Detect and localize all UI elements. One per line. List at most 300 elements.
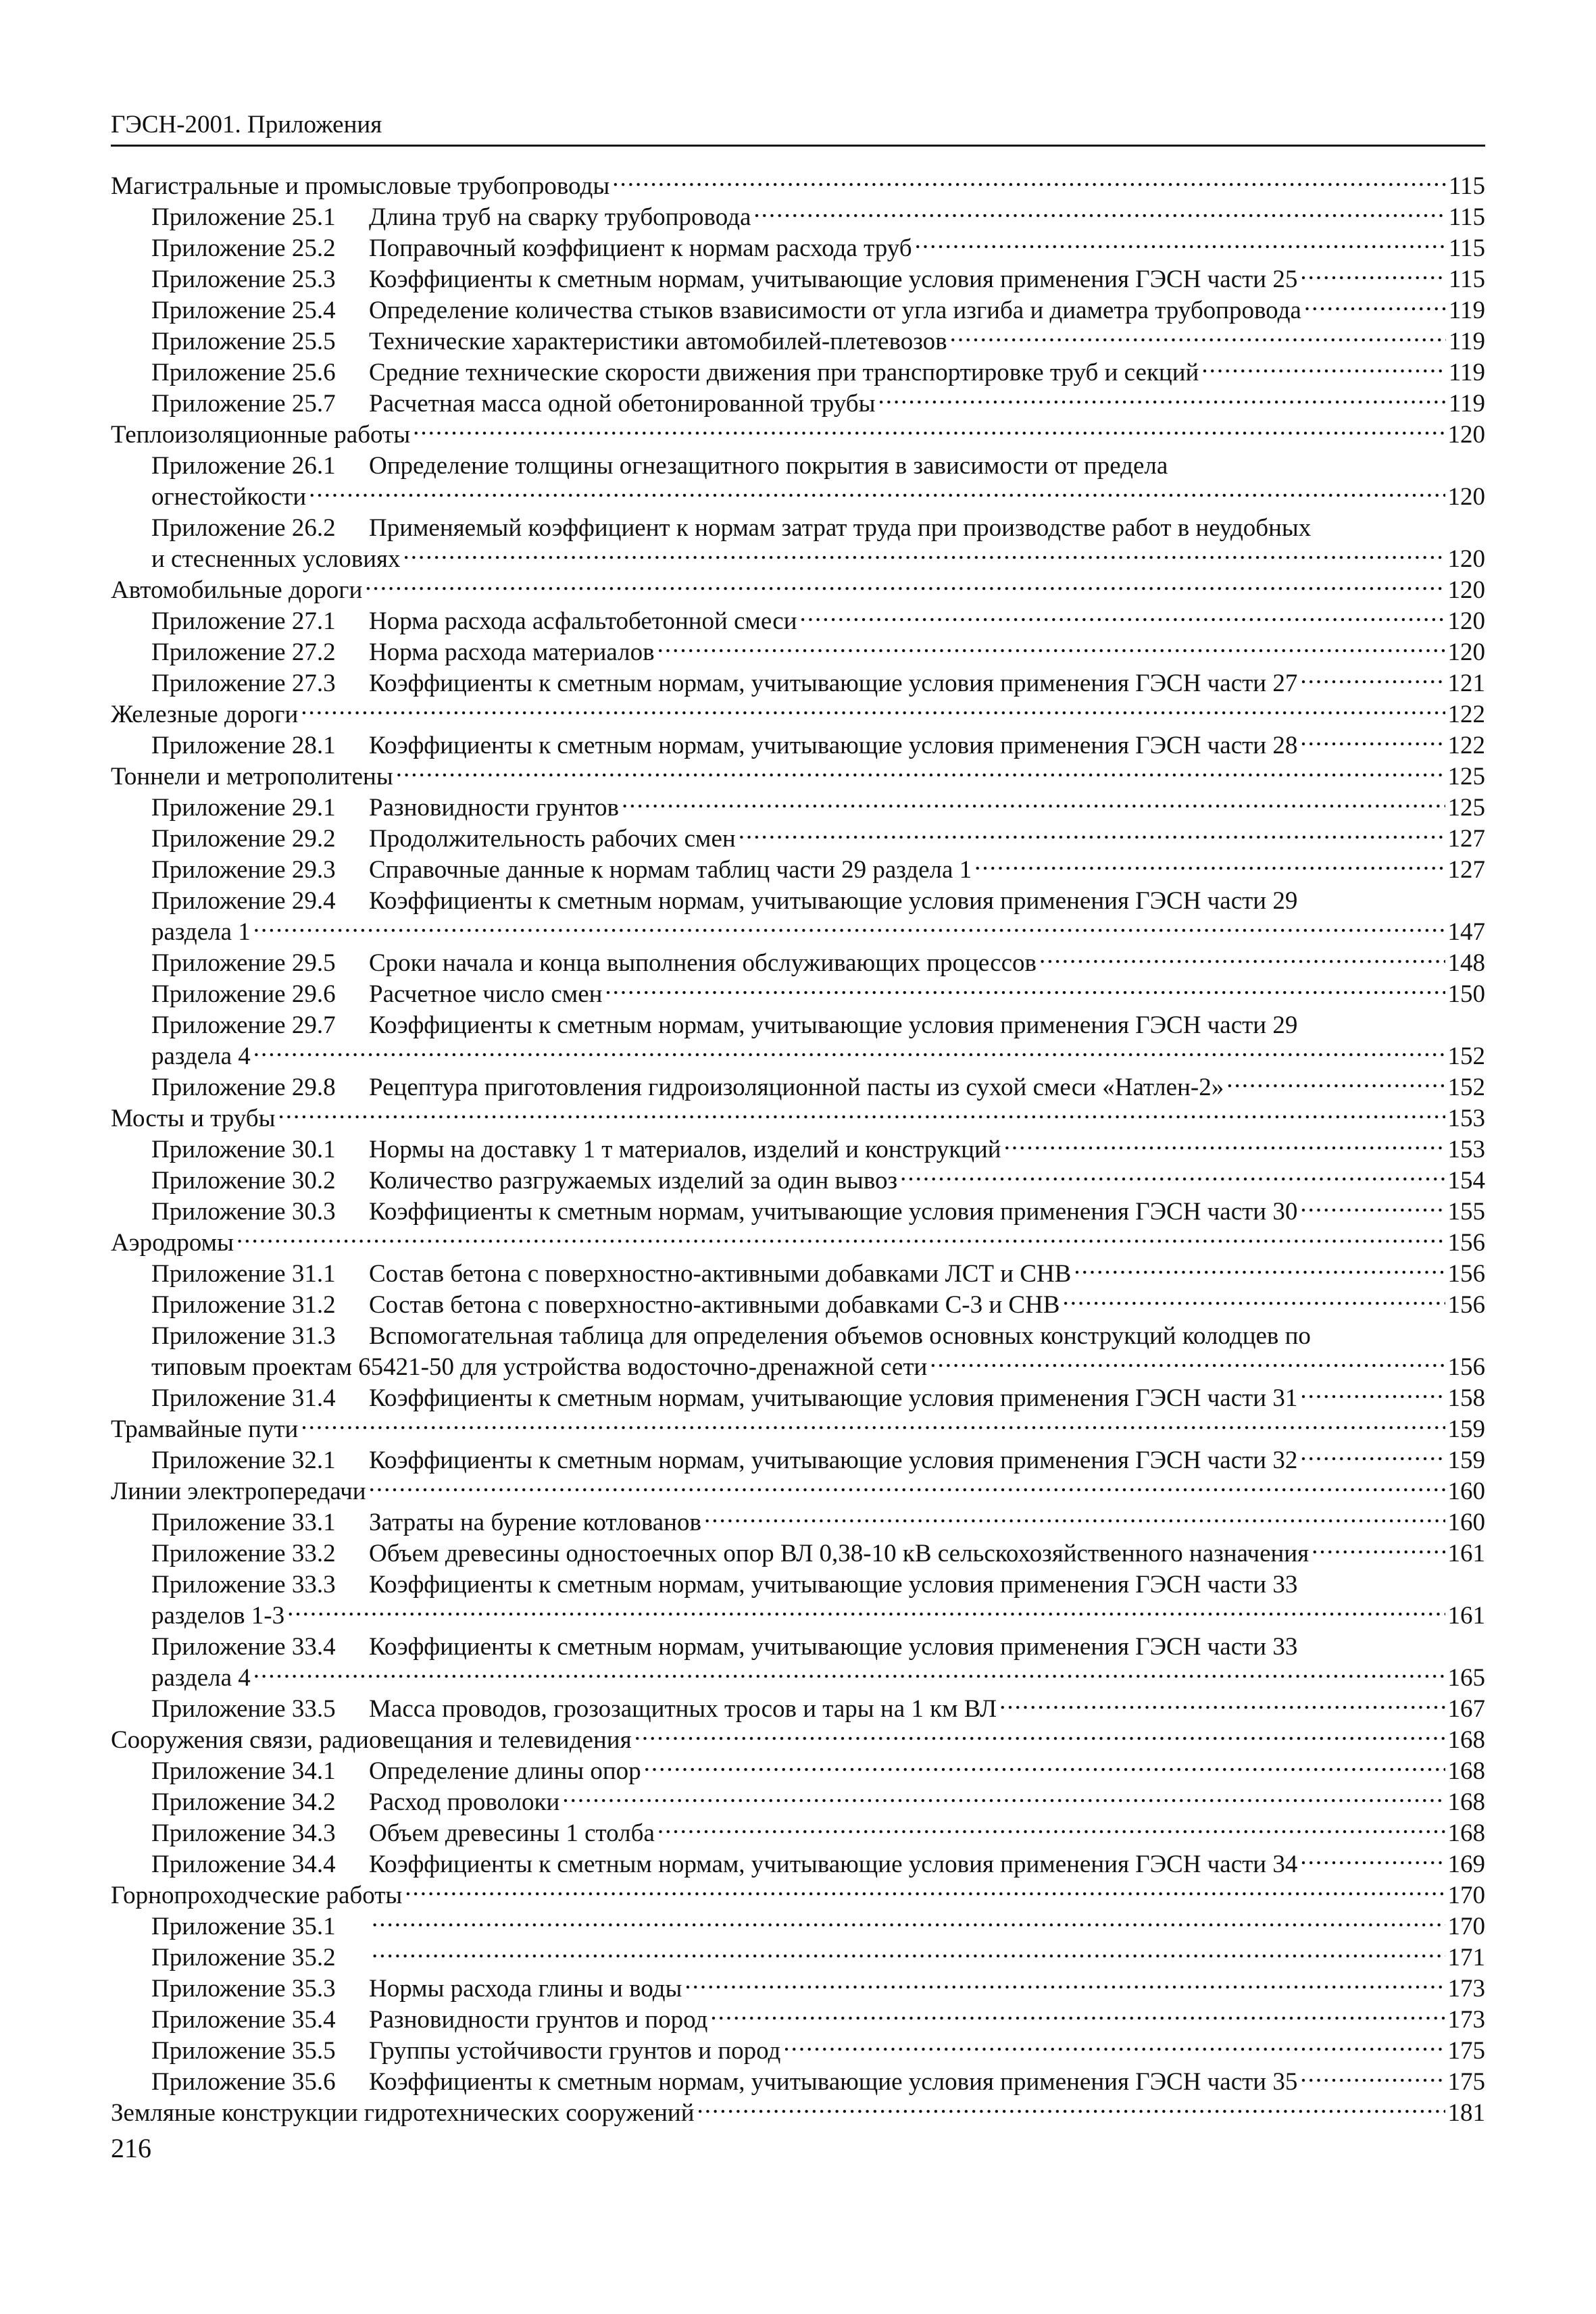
toc-section-title: Автомобильные дороги [111, 576, 363, 604]
toc-leader-dots [253, 1663, 1445, 1686]
toc-line [111, 1414, 1485, 1445]
toc-appendix-row [111, 1197, 1485, 1228]
toc-line [111, 1880, 1485, 1911]
toc-entry [151, 606, 797, 637]
toc-appendix-number: Приложение 30.3 [151, 1198, 336, 1226]
toc-page-number: 150 [1447, 980, 1485, 1008]
toc-leader-dots [1312, 1539, 1445, 1561]
toc-leader-dots [697, 2098, 1445, 2121]
toc-line [151, 233, 1485, 264]
toc-appendix-title: Расчетная масса одной обетонированной трубы [369, 390, 876, 418]
toc-appendix-title: Норма расхода асфальтобетонной смеси [369, 607, 797, 635]
toc-entry [151, 1538, 1309, 1569]
toc-appendix-title-cont: разделов 1-3 [151, 1602, 285, 1630]
toc-entry [151, 388, 875, 420]
toc-appendix-row [111, 1259, 1485, 1290]
toc-section-row [111, 1476, 1485, 1507]
toc-leader-dots [710, 2005, 1445, 2028]
toc-line [151, 948, 1485, 979]
toc-appendix-title-cont: раздела 4 [151, 1042, 251, 1070]
page-header: ГЭСН-2001. Приложения [111, 108, 1485, 147]
toc-entry [151, 730, 1297, 761]
toc-appendix-row [111, 979, 1485, 1010]
toc-appendix-row [111, 1632, 1485, 1694]
toc-line-first [151, 1321, 1485, 1352]
toc-page-number: 115 [1448, 266, 1485, 293]
toc-appendix-title: Средние технические скорости движения при транспортировке труб и секций [369, 359, 1199, 386]
toc-line [111, 699, 1485, 730]
toc-page-number: 120 [1447, 421, 1485, 449]
toc-appendix-row [111, 326, 1485, 357]
toc-line-first [151, 886, 1485, 917]
toc-entry [151, 1290, 1060, 1321]
toc-appendix-number: Приложение 35.1 [151, 1913, 336, 1940]
toc-leader-dots [999, 1694, 1445, 1717]
toc-leader-dots [253, 917, 1445, 940]
toc-leader-dots [413, 420, 1445, 443]
toc-section-row [111, 761, 1485, 793]
toc-leader-dots [403, 545, 1445, 567]
toc-leader-dots [1300, 265, 1446, 287]
toc-leader-dots [753, 203, 1445, 225]
toc-appendix-title: Объем древесины 1 столба [369, 1819, 655, 1847]
toc-appendix-title: Коэффициенты к сметным нормам, учитывающие условия применения ГЭСН части 25 [369, 266, 1298, 293]
toc-appendix-row [111, 1445, 1485, 1476]
toc-leader-dots [950, 327, 1446, 349]
toc-entry [151, 1911, 369, 1942]
toc-line [151, 793, 1485, 824]
toc-leader-dots [878, 389, 1445, 411]
toc-appendix-number: Приложение 25.7 [151, 390, 336, 418]
toc-line [151, 1601, 1485, 1632]
toc-line [111, 2098, 1485, 2129]
toc-line [151, 357, 1485, 388]
toc-entry [151, 264, 1297, 295]
toc-line [151, 544, 1485, 575]
toc-line [151, 1538, 1485, 1569]
toc-line [151, 917, 1485, 948]
toc-page-number: 148 [1447, 949, 1485, 977]
toc-line [151, 2005, 1485, 2036]
toc-page-number: 122 [1447, 701, 1485, 728]
toc-appendix-row [111, 1134, 1485, 1165]
toc-page-number: 115 [1448, 203, 1485, 231]
toc-page-number: 120 [1447, 638, 1485, 666]
toc-page-number: 119 [1448, 359, 1485, 386]
toc-appendix-row [111, 1694, 1485, 1725]
toc-entry [151, 1756, 641, 1787]
toc-page-number: 156 [1447, 1260, 1485, 1288]
toc-appendix-number: Приложение 34.1 [151, 1757, 336, 1785]
toc-appendix-number: Приложение 29.4 [151, 887, 336, 915]
toc-page-number: 170 [1447, 1882, 1485, 1909]
toc-line [111, 575, 1485, 606]
toc-appendix-title: Определение длины опор [369, 1757, 641, 1785]
toc-appendix-number: Приложение 33.1 [151, 1509, 336, 1536]
toc-line [111, 1476, 1485, 1507]
toc-leader-dots [1300, 1446, 1445, 1468]
toc-page-number: 160 [1447, 1509, 1485, 1536]
toc-appendix-number: Приложение 33.5 [151, 1695, 336, 1723]
toc-appendix-number: Приложение 25.5 [151, 328, 336, 355]
toc-appendix-row [111, 886, 1485, 948]
toc-appendix-number: Приложение 31.3 [151, 1322, 336, 1350]
toc-page-number: 168 [1447, 1726, 1485, 1754]
toc-leader-dots [657, 638, 1445, 660]
toc-appendix-title: Коэффициенты к сметным нормам, учитывающие условия применения ГЭСН части 35 [369, 2068, 1298, 2096]
toc-page-number: 125 [1447, 763, 1485, 790]
toc-leader-dots [278, 1104, 1445, 1126]
toc-appendix-title: Масса проводов, грозозащитных тросов и тары на 1 км ВЛ [369, 1695, 997, 1723]
toc-appendix-number: Приложение 33.2 [151, 1540, 336, 1567]
toc-section-title: Тоннели и метрополитены [111, 763, 393, 790]
toc-line [151, 1818, 1485, 1849]
toc-page-number: 147 [1447, 918, 1485, 946]
toc-line [151, 202, 1485, 233]
toc-appendix-title: Определение количества стыков взависимости от угла изгиба и диаметра трубопровода [369, 297, 1301, 324]
toc-entry [151, 357, 1199, 388]
toc-appendix-number: Приложение 30.2 [151, 1167, 336, 1194]
toc-appendix-number: Приложение 31.2 [151, 1291, 336, 1319]
toc-section-row [111, 575, 1485, 606]
toc-leader-dots [622, 793, 1445, 815]
toc-line [151, 1197, 1485, 1228]
toc-section-title: Сооружения связи, радиовещания и телевидения [111, 1726, 632, 1754]
toc-entry [151, 948, 1037, 979]
toc-appendix-row [111, 2005, 1485, 2036]
toc-line [151, 388, 1485, 420]
toc-leader-dots [739, 824, 1445, 847]
toc-leader-dots [372, 1912, 1445, 1934]
toc-entry [151, 1942, 369, 1973]
toc-leader-dots [704, 1508, 1445, 1530]
toc-appendix-row [111, 388, 1485, 420]
toc-appendix-number: Приложение 31.1 [151, 1260, 336, 1288]
toc-line [151, 1694, 1485, 1725]
toc-line [151, 606, 1485, 637]
toc-line [151, 1849, 1485, 1880]
toc-section-title: Линии электропередачи [111, 1478, 366, 1505]
toc-line-first [151, 1010, 1485, 1041]
toc-page-number: 115 [1448, 234, 1485, 262]
toc-line [151, 2067, 1485, 2098]
toc-page-number: 159 [1447, 1447, 1485, 1474]
toc-appendix-number: Приложение 35.5 [151, 2037, 336, 2065]
toc-appendix-row [111, 1787, 1485, 1818]
toc-section-row [111, 1725, 1485, 1756]
toc-appendix-title: Группы устойчивости грунтов и пород [369, 2037, 781, 2065]
toc-appendix-row [111, 1569, 1485, 1632]
toc-entry [151, 2067, 1297, 2098]
toc-line [151, 855, 1485, 886]
toc-appendix-row [111, 233, 1485, 264]
toc-appendix-title: Коэффициенты к сметным нормам, учитывающие условия применения ГЭСН части 31 [369, 1384, 1298, 1412]
toc-line [151, 264, 1485, 295]
toc-appendix-row [111, 730, 1485, 761]
toc-appendix-row [111, 855, 1485, 886]
toc-appendix-number: Приложение 27.1 [151, 607, 336, 635]
toc-line [151, 1445, 1485, 1476]
toc-appendix-row [111, 1010, 1485, 1072]
page-number: 216 [111, 2133, 151, 2163]
toc-appendix-row [111, 1321, 1485, 1383]
toc-leader-dots [1074, 1259, 1445, 1282]
toc-appendix-row [111, 295, 1485, 326]
toc-page-number: 156 [1447, 1229, 1485, 1257]
toc-line [151, 1165, 1485, 1197]
toc-appendix-title: Нормы на доставку 1 т материалов, изделий и конструкций [369, 1136, 1001, 1163]
toc-page-number: 181 [1447, 2099, 1485, 2127]
toc-entry [151, 1134, 1001, 1165]
toc-entry [151, 979, 602, 1010]
toc-page-number: 154 [1447, 1167, 1485, 1194]
toc-appendix-row [111, 637, 1485, 668]
toc-page-number: 173 [1447, 1975, 1485, 2003]
toc-entry [151, 326, 947, 357]
toc-page-number: 158 [1447, 1384, 1485, 1412]
toc-appendix-number: Приложение 34.4 [151, 1851, 336, 1878]
toc-appendix-title: Количество разгружаемых изделий за один вывоз [369, 1167, 898, 1194]
toc-appendix-row [111, 513, 1485, 575]
toc-leader-dots [1300, 1384, 1445, 1406]
toc-appendix-row [111, 1756, 1485, 1787]
toc-line [151, 824, 1485, 855]
toc-leader-dots [1300, 2067, 1445, 2090]
toc-leader-dots [1300, 1850, 1445, 1872]
toc-appendix-row [111, 264, 1485, 295]
toc-section-row [111, 1228, 1485, 1259]
toc-appendix-title: Затраты на бурение котлованов [369, 1509, 701, 1536]
toc-appendix-row [111, 1973, 1485, 2005]
toc-entry [151, 1818, 655, 1849]
toc-section-row [111, 2098, 1485, 2129]
toc-appendix-number: Приложение 25.2 [151, 234, 336, 262]
toc-line [151, 1041, 1485, 1072]
toc-leader-dots [1201, 358, 1446, 380]
toc-entry [151, 1507, 701, 1538]
toc-page-number: 120 [1447, 483, 1485, 511]
toc-entry [151, 1787, 559, 1818]
toc-line [151, 1259, 1485, 1290]
toc-appendix-title: Поправочный коэффициент к нормам расхода труб [369, 234, 912, 262]
toc-appendix-title: Разновидности грунтов [369, 794, 620, 822]
toc-appendix-title: Расход проволоки [369, 1788, 560, 1816]
toc-appendix-number: Приложение 35.6 [151, 2068, 336, 2096]
toc-appendix-number: Приложение 25.3 [151, 266, 336, 293]
toc-section-title: Магистральные и промысловые трубопроводы [111, 172, 610, 200]
toc-line [151, 1663, 1485, 1694]
toc-appendix-row [111, 793, 1485, 824]
toc-page-number: 160 [1447, 1478, 1485, 1505]
toc-appendix-number: Приложение 30.1 [151, 1136, 336, 1163]
toc-appendix-number: Приложение 29.8 [151, 1074, 336, 1101]
toc-line [151, 1787, 1485, 1818]
toc-leader-dots [684, 1974, 1445, 1996]
toc-appendix-title: Коэффициенты к сметным нормам, учитывающие условия применения ГЭСН части 32 [369, 1447, 1298, 1474]
toc-appendix-title-cont: огнестойкости [151, 483, 307, 511]
toc-appendix-row [111, 1507, 1485, 1538]
toc-line [111, 171, 1485, 202]
toc-entry [151, 668, 1297, 699]
toc-line [111, 1228, 1485, 1259]
toc-appendix-row [111, 202, 1485, 233]
toc-leader-dots [605, 980, 1445, 1002]
toc-page-number: 153 [1447, 1105, 1485, 1132]
toc-page-number: 173 [1447, 2006, 1485, 2034]
toc-leader-dots [1304, 296, 1446, 318]
toc-appendix-number: Приложение 33.3 [151, 1571, 336, 1599]
toc-leader-dots [253, 1042, 1445, 1064]
toc-appendix-title-cont: и стесненных условиях [151, 545, 401, 573]
toc-entry [151, 1259, 1071, 1290]
toc-line-first [151, 1632, 1485, 1663]
toc-appendix-title: Состав бетона с поверхностно-активными добавками С-3 и СНВ [369, 1291, 1060, 1319]
toc-section-title: Аэродромы [111, 1229, 234, 1257]
toc-leader-dots [1063, 1290, 1445, 1313]
toc-line [151, 1507, 1485, 1538]
toc-leader-dots [612, 172, 1446, 194]
toc-page-number: 115 [1448, 172, 1485, 200]
toc-appendix-row [111, 1538, 1485, 1569]
toc-leader-dots [915, 234, 1446, 256]
toc-leader-dots [301, 700, 1445, 722]
toc-page-number: 122 [1447, 732, 1485, 759]
toc-appendix-row [111, 1290, 1485, 1321]
toc-leader-dots [1039, 949, 1445, 971]
toc-page-number: 169 [1447, 1851, 1485, 1878]
toc-page-number: 175 [1447, 2068, 1485, 2096]
toc-appendix-title: Длина труб на сварку трубопровода [369, 203, 751, 231]
toc-page-number: 120 [1447, 576, 1485, 604]
toc-entry [151, 824, 736, 855]
toc-appendix-number: Приложение 25.1 [151, 203, 336, 231]
toc-section-row [111, 1103, 1485, 1134]
toc-appendix-number: Приложение 29.6 [151, 980, 336, 1008]
toc-entry [151, 793, 619, 824]
toc-appendix-number: Приложение 32.1 [151, 1447, 336, 1474]
toc-entry [151, 2005, 707, 2036]
toc-appendix-row [111, 2067, 1485, 2098]
toc-section-row [111, 420, 1485, 451]
toc-appendix-row [111, 824, 1485, 855]
toc-entry [151, 1383, 1297, 1414]
toc-appendix-row [111, 948, 1485, 979]
toc-page-number: 152 [1447, 1074, 1485, 1101]
toc-page-number: 168 [1447, 1788, 1485, 1816]
toc-line [151, 482, 1485, 513]
toc-leader-dots [930, 1353, 1445, 1375]
toc-page-number: 119 [1448, 297, 1485, 324]
toc-section-row [111, 171, 1485, 202]
toc-appendix-title: Технические характеристики автомобилей-плетевозов [369, 328, 947, 355]
toc-appendix-row [111, 451, 1485, 513]
toc-line [151, 1290, 1485, 1321]
toc-appendix-title: Вспомогательная таблица для определения объемов основных конструкций колодцев по [369, 1322, 1311, 1350]
toc-page-number: 175 [1447, 2037, 1485, 2065]
toc-section-row [111, 1880, 1485, 1911]
toc-appendix-row [111, 668, 1485, 699]
toc-entry [151, 1197, 1297, 1228]
toc-section-title: Трамвайные пути [111, 1415, 299, 1443]
toc-entry [151, 855, 972, 886]
toc-page-number: 152 [1447, 1042, 1485, 1070]
toc-appendix-title-cont: раздела 4 [151, 1664, 251, 1692]
toc-line [151, 1072, 1485, 1103]
toc-appendix-number: Приложение 29.2 [151, 825, 336, 853]
toc-appendix-number: Приложение 25.4 [151, 297, 336, 324]
toc-leader-dots [562, 1788, 1445, 1810]
toc-appendix-number: Приложение 31.4 [151, 1384, 336, 1412]
toc-appendix-row [111, 1911, 1485, 1942]
toc-entry [151, 1849, 1297, 1880]
toc-leader-dots [1300, 731, 1445, 753]
toc-appendix-title: Разновидности грунтов и пород [369, 2006, 708, 2034]
toc-appendix-number: Приложение 35.3 [151, 1975, 336, 2003]
toc-page-number: 159 [1447, 1415, 1485, 1443]
toc-appendix-title-cont: раздела 1 [151, 918, 251, 946]
toc-appendix-number: Приложение 27.3 [151, 670, 336, 697]
toc-page-number: 168 [1447, 1757, 1485, 1785]
toc-entry [151, 1694, 997, 1725]
toc-appendix-row [111, 1849, 1485, 1880]
toc-entry [151, 1445, 1297, 1476]
toc-section-row [111, 1414, 1485, 1445]
toc-line-first [151, 513, 1485, 544]
toc-entry [151, 1973, 682, 2005]
toc-appendix-number: Приложение 35.4 [151, 2006, 336, 2034]
toc-appendix-number: Приложение 34.3 [151, 1819, 336, 1847]
toc-section-title: Железные дороги [111, 701, 299, 728]
toc-leader-dots [644, 1757, 1445, 1779]
toc-page-number: 167 [1447, 1695, 1485, 1723]
toc-leader-dots [1226, 1073, 1445, 1095]
toc-appendix-number: Приложение 33.4 [151, 1633, 336, 1661]
toc-appendix-title: Коэффициенты к сметным нормам, учитывающие условия применения ГЭСН части 28 [369, 732, 1298, 759]
toc-appendix-number: Приложение 26.2 [151, 514, 336, 542]
toc-leader-dots [1004, 1135, 1445, 1157]
toc-leader-dots [974, 855, 1445, 878]
toc-page-number: 156 [1447, 1353, 1485, 1381]
toc-appendix-title: Коэффициенты к сметным нормам, учитывающие условия применения ГЭСН части 29 [369, 887, 1298, 915]
toc-appendix-number: Приложение 25.6 [151, 359, 336, 386]
toc-appendix-title: Объем древесины одностоечных опор ВЛ 0,38-10 кВ сельскохозяйственного назначения [369, 1540, 1310, 1567]
toc-appendix-title: Расчетное число смен [369, 980, 603, 1008]
toc-appendix-title: Норма расхода материалов [369, 638, 655, 666]
toc-appendix-title: Рецептура приготовления гидроизоляционной пасты из сухой смеси «Натлен-2» [369, 1074, 1224, 1101]
toc-appendix-row [111, 1383, 1485, 1414]
toc-entry [151, 2036, 780, 2067]
toc-appendix-number: Приложение 29.1 [151, 794, 336, 822]
toc-page-number: 165 [1447, 1664, 1485, 1692]
toc-page-number: 119 [1448, 390, 1485, 418]
toc-appendix-title: Применяемый коэффициент к нормам затрат труда при производстве работ в неудобных [369, 514, 1312, 542]
toc-appendix-title: Справочные данные к нормам таблиц части 29 раздела 1 [369, 856, 972, 884]
toc-line [151, 979, 1485, 1010]
toc-line [151, 1383, 1485, 1414]
toc-entry [151, 202, 751, 233]
toc-appendix-number: Приложение 28.1 [151, 732, 336, 759]
toc-appendix-row [111, 357, 1485, 388]
toc-appendix-number: Приложение 29.7 [151, 1011, 336, 1039]
toc-leader-dots [800, 607, 1445, 629]
toc-appendix-row [111, 2036, 1485, 2067]
toc-leader-dots [372, 1943, 1445, 1965]
toc-line [151, 1973, 1485, 2005]
toc-leader-dots [309, 482, 1445, 505]
toc-appendix-number: Приложение 27.2 [151, 638, 336, 666]
toc-leader-dots [783, 2036, 1445, 2059]
toc-line [151, 668, 1485, 699]
